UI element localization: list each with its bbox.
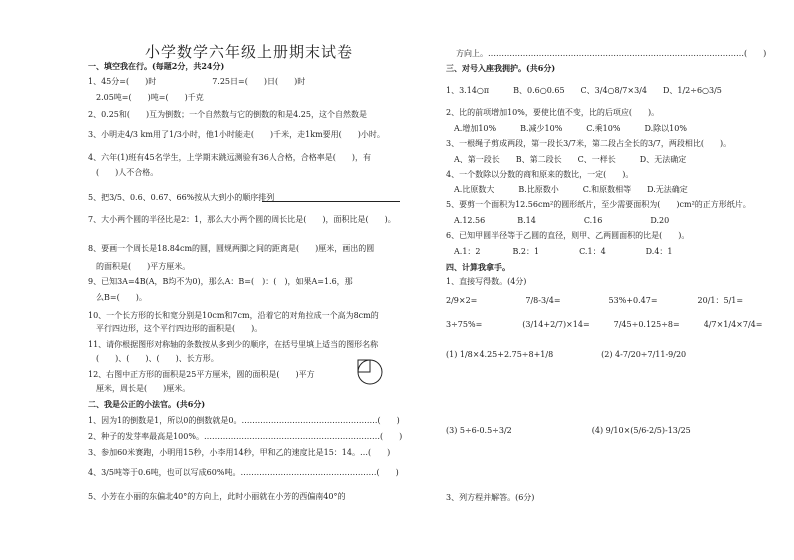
right-line: A.12.56 B.14 C.16 D.20 xyxy=(446,216,670,225)
page-title: 小学数学六年级上册期末试卷 xyxy=(145,43,354,61)
left-line: 2、0.25和( )互为倒数；一个自然数与它的倒数的和是4.25，这个自然数是 xyxy=(88,110,367,119)
right-line: 6、已知甲圆半径等于乙圆的直径，则甲、乙两圆面积的比是( )。 xyxy=(446,231,690,240)
left-line: 厘米，周长是( )厘米。 xyxy=(88,384,191,393)
left-line: 11、请你根据图形对称轴的条数按从多到少的顺序，在括号里填上适当的图形名称 xyxy=(88,340,379,349)
right-line: 3、一根绳子剪成两段，第一段长3/7米，第二段占全长的3/7，两段相比( )。 xyxy=(446,139,732,148)
left-line: 7、大小两个圆的半径比是2：1，那么大小两个圆的周长比是( )，面积比是( )。 xyxy=(88,215,396,224)
left-line: 4、3/5吨等于0.6吨，也可以写成60%吨。……………………………………………( ) xyxy=(88,468,399,477)
right-line: (1) 1/8×4.25+2.75÷8+1/8 (2) 4-7/20÷7/11-9/20 xyxy=(446,350,687,359)
left-line: 1、因为1的倒数是1，所以0的倒数就是0。……………………………………………( ) xyxy=(88,416,400,425)
right-line: A.增加10% B.减少10% C.乘10% D.除以10% xyxy=(446,124,687,133)
left-line: 5、把3/5、0.6、0.67、66%按从大到小的顺序排列 xyxy=(88,193,275,202)
right-line: A、第一段长 B、第二段长 C、一样长 D、无法确定 xyxy=(446,155,687,164)
left-line: 8、要画一个周长是18.84cm的圆，圆规两脚之间的距离是( )厘米，画出的圆 xyxy=(88,244,375,253)
left-line: ( )、( )、( )、长方形。 xyxy=(88,354,219,363)
right-line: 2、比的前项增加10%，要使比值不变，比的后项应( )。 xyxy=(446,108,660,117)
right-line: 方向上。……………………………………………………………………………………( ) xyxy=(456,49,767,58)
right-line: A.比原数大 B.比原数小 C.和原数相等 D.无法确定 xyxy=(446,185,688,194)
left-line: 一、填空我在行。(每题2分，共24分) xyxy=(88,61,225,71)
left-line: 12、右图中正方形的面积是25平方厘米，圆的面积是( )平方 xyxy=(88,370,315,379)
square-circle-figure xyxy=(356,358,384,386)
left-line: 2.05吨=( )吨=( )千克 xyxy=(88,93,204,102)
right-line: 2/9×2= 7/8-3/4= 53%+0.47= 20/1：5/1= xyxy=(446,296,744,305)
left-line: 的面积是( )平方厘米。 xyxy=(88,262,191,271)
right-line: 四、计算我拿手。 xyxy=(446,262,510,272)
right-line: 3、列方程并解答。(6分) xyxy=(446,493,535,502)
right-line: 4、一个数除以分数的商和原来的数比，一定( )。 xyxy=(446,170,634,179)
left-line: 平行四边形，这个平行四边形的面积是( )。 xyxy=(88,324,263,333)
left-line: 10、一个长方形的长和宽分别是10cm和7cm，沿着它的对角拉成一个高为8cm的 xyxy=(88,311,379,320)
right-line: 5、要剪一个面积为12.56cm²的圆形纸片，至少需要面积为( )cm²的正方形纸片。 xyxy=(446,200,751,209)
left-line: 2、种子的发芽率最高是100%。…………………………………………………………( ) xyxy=(88,432,403,441)
left-line: 1、45分=( )时 7.25日=( )日( )时 xyxy=(88,77,306,86)
left-line: ( )人不合格。 xyxy=(88,168,159,177)
left-line: 4、六年(1)班有45名学生，上学期末跳远测验有36人合格，合格率是( )，有 xyxy=(88,153,372,162)
left-line: 二、我是公正的小法官。(共6分) xyxy=(88,399,206,409)
left-line: 么B=( )。 xyxy=(88,293,147,302)
right-line: 3÷75%= (3/14+2/7)×14= 7/45÷0.125÷8= 4/7×1/4×7/4= xyxy=(446,320,763,329)
left-line: 3、小明走4/3 km用了1/3小时，他1小时能走( )千米，走1km要用( )小时。 xyxy=(88,130,385,139)
right-line: 1、直接写得数。(4分) xyxy=(446,277,527,286)
left-line: 5、小芳在小丽的东偏北40°的方向上，此时小丽就在小芳的西偏南40°的 xyxy=(88,492,346,501)
answer-line xyxy=(262,201,400,202)
left-line: 3、参加60米赛跑，小明用15秒，小李用14秒，甲和乙的速度比是15：14。…( ) xyxy=(88,448,391,457)
right-line: (3) 5÷6-0.5÷3/2 (4) 9/10×(5/6-2/5)-13/25 xyxy=(446,426,691,435)
right-line: 1、3.14○π B、0.6○0.65 C、3/4○8/7×3/4 D、1/2÷6○3/5 xyxy=(446,86,722,95)
right-line: 三、对号入座我拥护。(共6分) xyxy=(446,63,556,73)
left-line: 9、已知3A=4B(A，B均不为0)，那么A：B=( )：( )，如果A=1.6，那 xyxy=(88,277,353,286)
right-line: A.1：2 B.2：1 C.1：4 D.4：1 xyxy=(446,247,673,256)
